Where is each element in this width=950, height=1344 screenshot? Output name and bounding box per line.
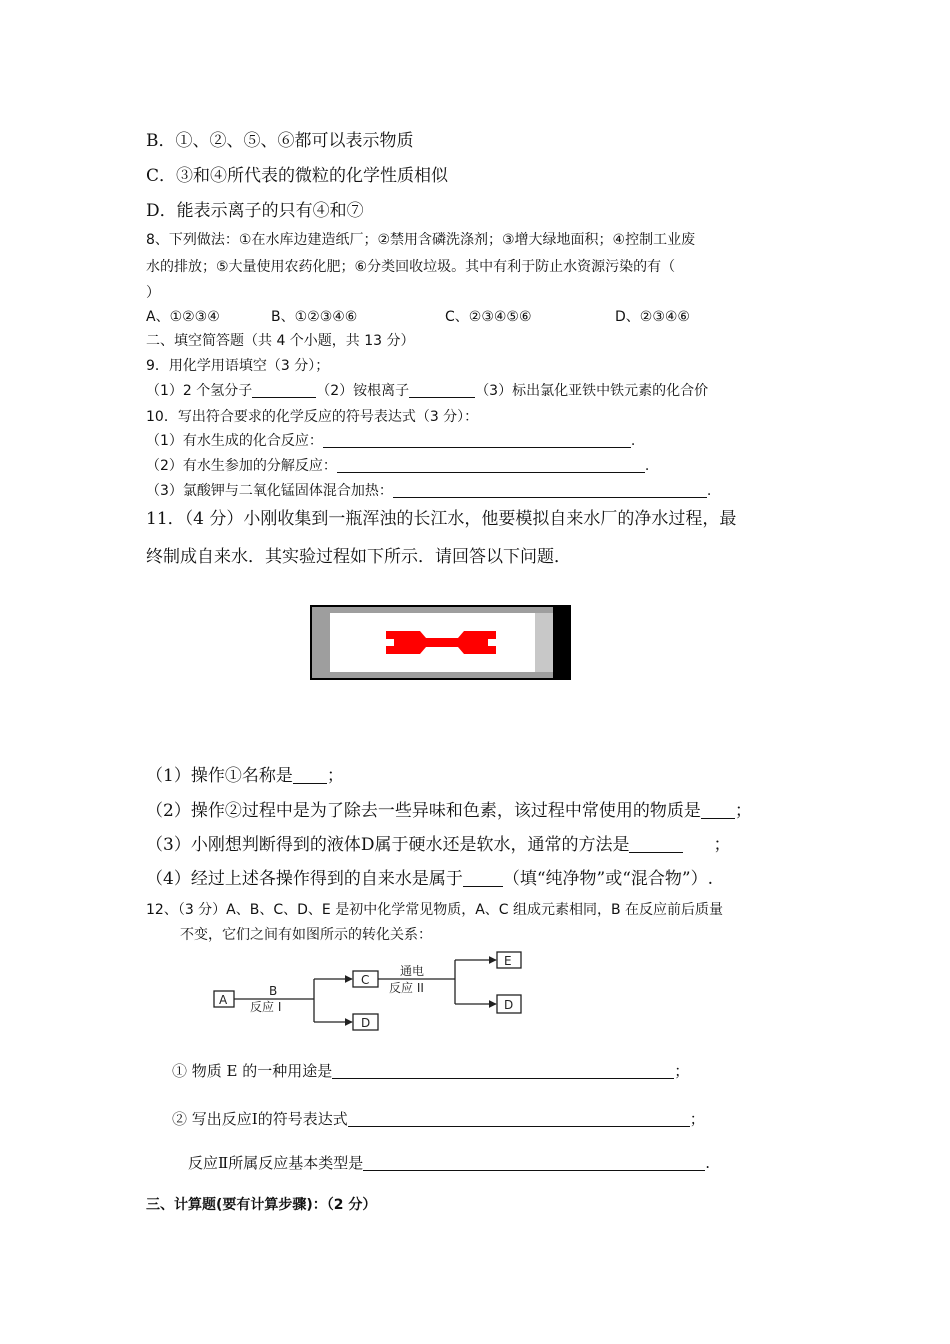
q10-part-1-line (146, 430, 635, 450)
q10-part-2-line (146, 455, 649, 475)
q12-line-2: 不变，它们之间有如图所示的转化关系： (180, 927, 432, 943)
q10-part-3-line (146, 480, 711, 500)
q8-line-1: 8、下列做法：①在水库边建造纸厂；②禁用含磷洗涤剂；③增大绿地面积；④控制工业废 (146, 232, 696, 248)
q11-part-3: （3）小刚想判断得到的液体D属于硬水还是软水，通常的方法是 (146, 835, 630, 855)
q7-option-c: C．③和④所代表的微粒的化学性质相似 (146, 166, 449, 186)
reaction-2-label: 反应 II (389, 981, 424, 995)
q7-option-d: D．能表示离子的只有④和⑦ (146, 201, 364, 221)
q10-end-1: . (630, 433, 636, 449)
q11-part-4-end: （填“纯净物”或“混合物”）. (502, 869, 713, 889)
node-d2-label: D (504, 998, 514, 1012)
node-d1-label: D (361, 1016, 371, 1030)
q11-part-2-line (146, 796, 752, 821)
figure-right-bar (553, 607, 571, 678)
q10-part-2: （2）有水生参加的分解反应： (146, 458, 337, 474)
q9-blank-1[interactable] (252, 383, 316, 398)
q8-option-d: D、②③④⑥ (615, 309, 690, 325)
q11-part-3-end: ； (713, 835, 731, 855)
q10-blank-1[interactable] (323, 433, 631, 448)
q9-part-1: （1）2 个氢分子 (146, 383, 253, 399)
q12-part-1-line (172, 1060, 689, 1081)
q11-part-2-end: ； (734, 801, 752, 821)
q11-part-1-end: ； (326, 766, 344, 786)
section-3-heading: 三、计算题(要有计算步骤)：（2 分） (146, 1197, 377, 1213)
q12-part-3-line (188, 1152, 710, 1173)
q8-option-a: A、①②③④ (146, 309, 220, 325)
q11-blank-4[interactable] (463, 869, 503, 887)
q12-blank-2[interactable] (348, 1111, 690, 1127)
conversion-diagram (210, 948, 530, 1034)
conversion-diagram-graphic (210, 948, 530, 1034)
q12-blank-3[interactable] (363, 1155, 705, 1171)
q9-part-2: （2）铵根离子 (316, 383, 410, 399)
node-e-label: E (504, 954, 512, 968)
catalyst-b-label: B (269, 984, 278, 998)
q11-blank-1[interactable] (293, 766, 327, 784)
q11-blank-2[interactable] (701, 801, 735, 819)
q9-blank-2[interactable] (409, 383, 475, 398)
q12-part-1-end: ； (674, 1062, 690, 1080)
node-a-label: A (219, 993, 228, 1007)
section-2-heading: 二、填空简答题（共 4 个小题，共 13 分） (146, 333, 415, 349)
q10-part-1: （1）有水生成的化合反应： (146, 433, 323, 449)
q12-blank-1[interactable] (332, 1063, 674, 1079)
q8-option-c: C、②③④⑤⑥ (445, 309, 532, 325)
q12-line-1: 12、（3 分）A、B、C、D、E 是初中化学常见物质，A、C 组成元素相同，B 在反应前后质量 (146, 902, 724, 918)
q8-line-3: ） (146, 285, 160, 301)
q12-part-2: ② 写出反应Ⅰ的符号表达式 (172, 1110, 348, 1128)
q12-part-1: ① 物质 E 的一种用途是 (172, 1062, 333, 1080)
node-c-label: C (361, 973, 370, 987)
q9-part-3: （3）标出氯化亚铁中铁元素的化合价 (475, 383, 709, 399)
q11-line-1: 11．（4 分）小刚收集到一瓶浑浊的长江水，他要模拟自来水厂的净水过程，最 (146, 509, 737, 529)
q12-part-2-end: ； (689, 1110, 705, 1128)
q8-line-2: 水的排放；⑤大量使用农药化肥；⑥分类回收垃圾。其中有利于防止水资源污染的有（ (146, 259, 676, 275)
q11-part-4-line (146, 864, 713, 889)
process-figure-graphic (310, 605, 571, 680)
q11-part-3-line (146, 830, 730, 855)
q12-part-3-end: . (705, 1154, 710, 1172)
q7-option-b: B．①、②、⑤、⑥都可以表示物质 (146, 131, 414, 151)
q10-end-2: . (644, 458, 650, 474)
q12-part-2-line (172, 1108, 705, 1129)
q11-part-1: （1）操作①名称是 (146, 766, 293, 786)
q10-blank-3[interactable] (393, 483, 707, 498)
q11-part-2: （2）操作②过程中是为了除去一些异味和色素，该过程中常使用的物质是 (146, 801, 701, 821)
q8-options (146, 306, 690, 326)
q10-title: 10．写出符合要求的化学反应的符号表达式（3 分）： (146, 409, 479, 425)
q12-part-3: 反应Ⅱ所属反应基本类型是 (188, 1154, 364, 1172)
q10-end-3: . (706, 483, 712, 499)
q10-part-3: （3）氯酸钾与二氧化锰固体混合加热： (146, 483, 393, 499)
q9-parts (146, 380, 708, 400)
q9-title: 9．用化学用语填空（3 分）； (146, 358, 330, 374)
figure-inner-edge (535, 613, 553, 672)
q11-line-2: 终制成自来水．其实验过程如下所示．请回答以下问题． (146, 547, 571, 567)
reaction-1-label: 反应 I (250, 1000, 282, 1014)
q8-option-b: B、①②③④⑥ (271, 309, 358, 325)
process-figure (310, 605, 571, 680)
q11-part-1-line (146, 761, 344, 786)
q11-blank-3[interactable] (629, 835, 683, 853)
electrolysis-label: 通电 (400, 964, 425, 978)
q11-part-4: （4）经过上述各操作得到的自来水是属于 (146, 869, 463, 889)
q10-blank-2[interactable] (337, 458, 645, 473)
